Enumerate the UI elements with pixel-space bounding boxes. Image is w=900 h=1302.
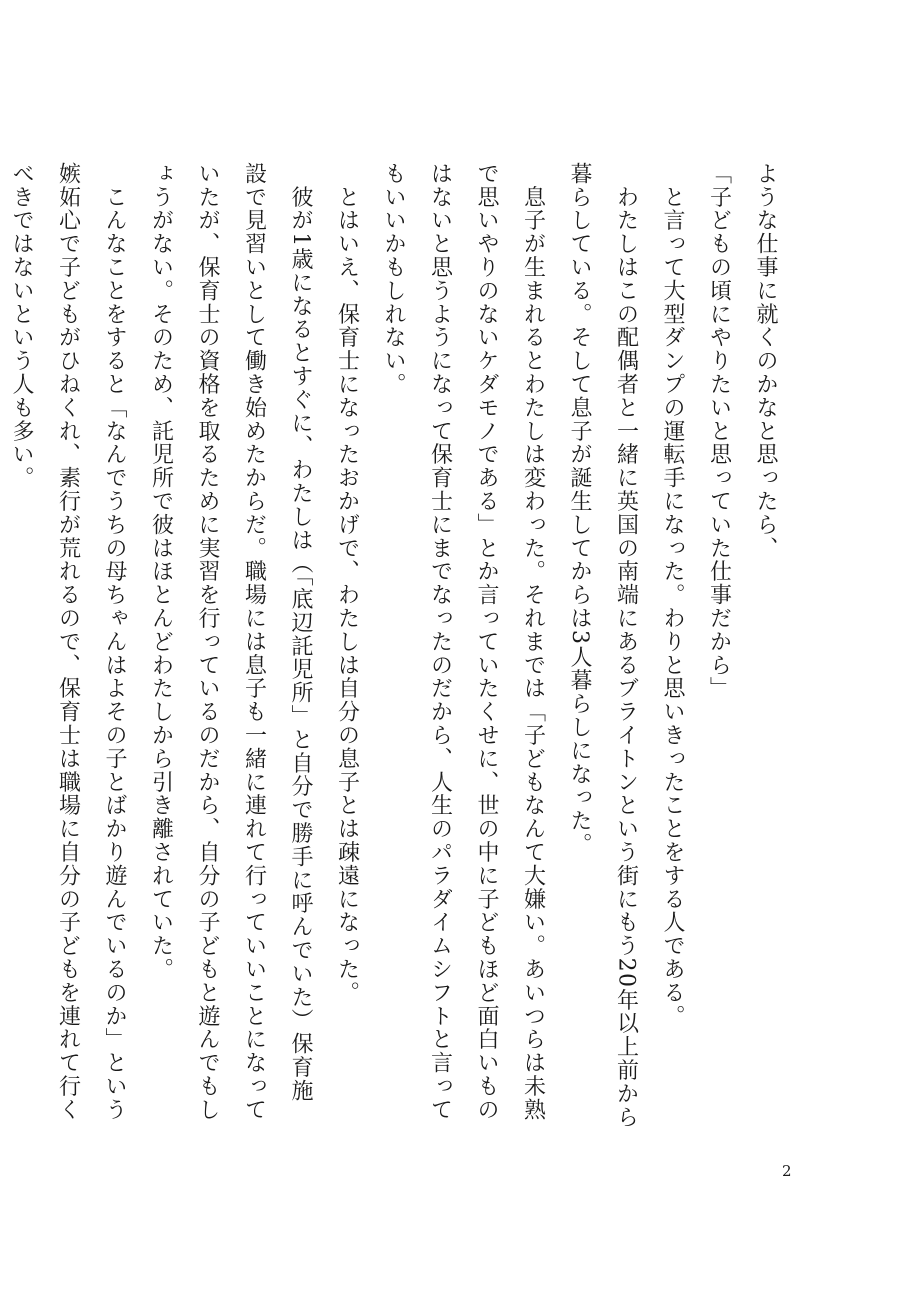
text-line: こんなことをすると「なんでうちの母ちゃんはよその子とばかり遊んでいるのか」という (102, 162, 127, 1122)
text-line: ような仕事に就くのかなと思ったら、 (753, 162, 778, 560)
text-line: 息子が生まれるとわたしは変わった。それまでは「子どもなんて大嫌い。あいつらは未熟 (520, 162, 546, 1122)
text-line: と言って大型ダンプの運転手になった。わりと思いきったことをする人である。 (660, 162, 685, 1028)
text-line: はないと思うようになって保育士にまでなったのだから、人生のパラダイムシフトと言って (427, 162, 453, 1122)
text-line: べきではないという人も多い。 (9, 162, 34, 490)
text-line: もいいかもしれない。 (381, 162, 406, 396)
text-line: 設で見習いとして働き始めたからだ。職場には息子も一緒に連れて行っていいことになって (241, 162, 267, 1122)
text-line: 暮らしている。そして息子が誕生してからは3人暮らしになった。 (567, 162, 592, 856)
text-line: わたしはこの配偶者と一緒に英国の南端にあるブライトンという街にもう20年以上前から (613, 162, 639, 1129)
text-line: ょうがない。そのため、託児所で彼はほとんどわたしから引き離されていた。 (148, 162, 174, 981)
text-line: とはいえ、保育士になったおかげで、わたしは自分の息子とは疎遠になった。 (334, 162, 360, 1005)
text-line: 「子どもの頃にやりたいと思っていた仕事だから」 (706, 162, 732, 701)
text-line: 嫉妬心で子どもがひねくれ、素行が荒れるので、保育士は職場に自分の子どもを連れて行く (55, 162, 81, 1122)
vertical-text-body (9, 162, 788, 1129)
text-line: 彼が1歳になるとすぐに、わたしは（「底辺託児所」と自分で勝手に呼んでいた）保育施 (288, 162, 313, 1103)
page-number: 2 (782, 1162, 792, 1180)
text-line: で思いやりのないケダモノである」とか言っていたくせに、世の中に子どもほど面白いもの (474, 162, 499, 1122)
text-line: いたが、保育士の資格を取るために実習を行っているのだから、自分の子どもと遊んでもし (195, 162, 220, 1122)
